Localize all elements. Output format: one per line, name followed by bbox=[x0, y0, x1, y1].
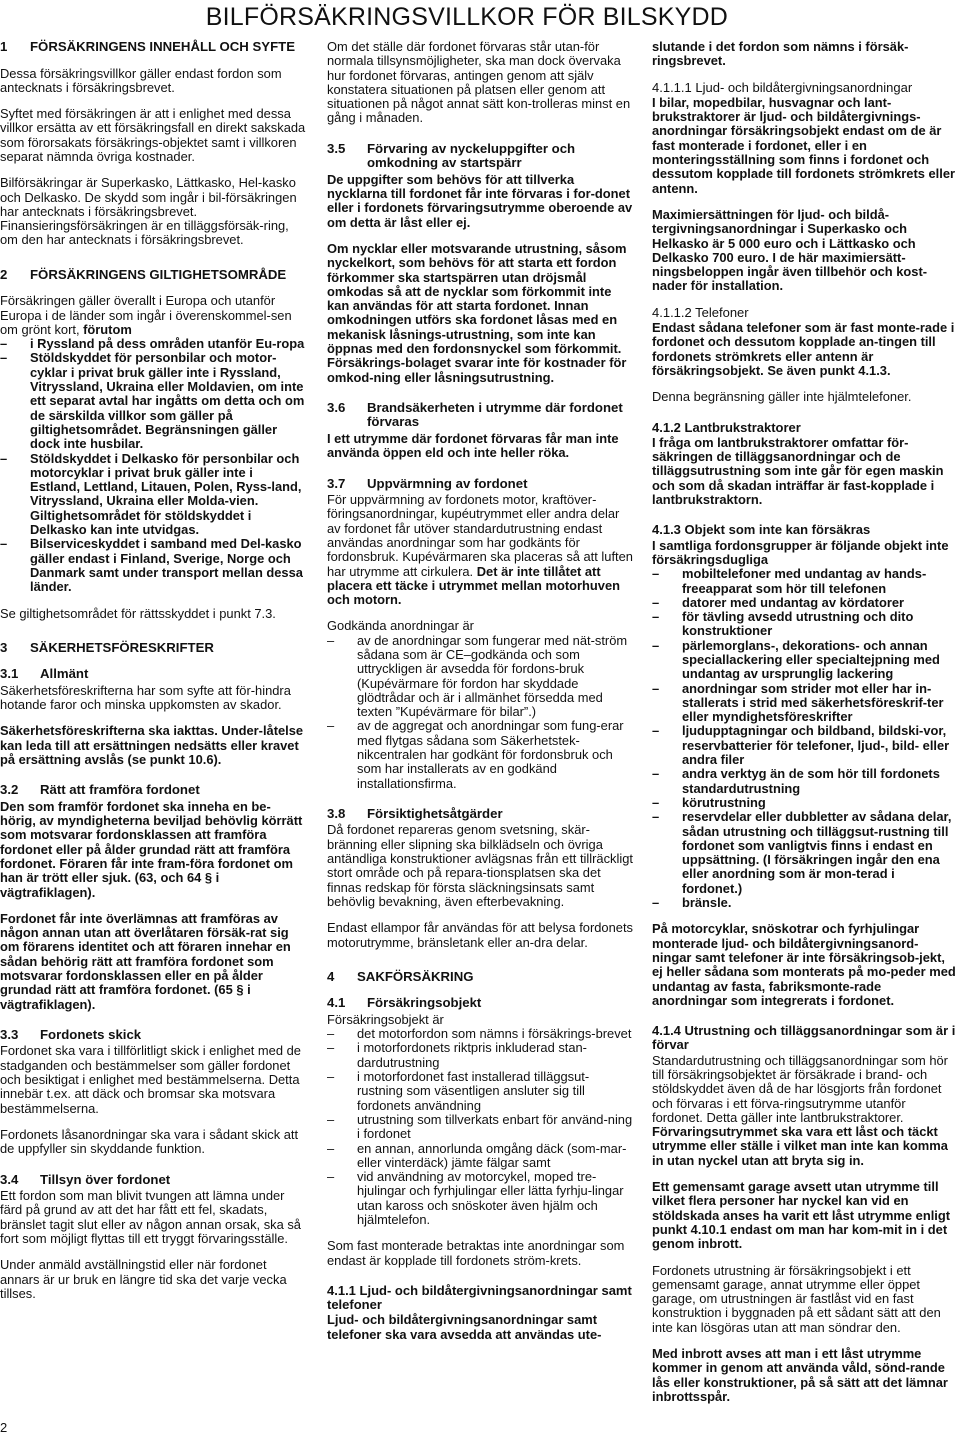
list-item bbox=[327, 1070, 633, 1113]
paragraph: Försäkringsobjekt är bbox=[327, 1011, 444, 1027]
subsection-title: Försäkringsobjekt bbox=[367, 995, 482, 1011]
paragraph: Denna begränsning gäller inte hjälmtelefoner. bbox=[652, 389, 912, 405]
section-number: 3 bbox=[0, 639, 8, 655]
dash-bullet: – bbox=[652, 637, 660, 653]
paragraph-bold: Den som framför fordonet ska inneha en be-hörig, av myndigheterna beviljad behövlig körrätt som motsvarar fordonsklassen att framföra fordonet eller på ålder grundad rätt att framföra fordonet. Föraren får inte fram-föra fordonet om han är trött eller sjuk. (63, och 64 § i vägtrafiklagen). bbox=[0, 798, 303, 900]
list-item-text: vid användning av motorcykel, moped tre-hjulingar och fyrhjulingar eller lätta fyrhju-lingar utan kaross och snöskoter även hjälm och hjälmtelefon. bbox=[357, 1169, 624, 1227]
list-item bbox=[652, 610, 957, 639]
list-item bbox=[327, 1170, 633, 1227]
non-insurable-list bbox=[652, 567, 957, 910]
paragraph: Fordonet ska vara i tillförlitligt skick i enlighet med de stadganden och bestämmelser som gäller fordonet och besiktigat i enlighet med bestämmelserna. Detta innebär t.ex. att däck och bromsar ska motsvara bestämmelserna. bbox=[0, 1043, 301, 1116]
exclusion-list bbox=[0, 337, 306, 594]
dash-bullet: – bbox=[652, 566, 660, 582]
subsection-4-1-heading bbox=[327, 996, 633, 1011]
column-right bbox=[652, 40, 957, 1416]
list-item bbox=[652, 682, 957, 725]
subsection-title: Rätt att framföra fordonet bbox=[40, 782, 200, 798]
subsection-4-1-2-heading: 4.1.2 Lantbrukstraktorer bbox=[652, 419, 801, 435]
dash-bullet: – bbox=[652, 680, 660, 696]
subsection-3-8-heading bbox=[327, 807, 633, 822]
list-item bbox=[327, 1113, 633, 1142]
paragraph-bold: Endast sådana telefoner som är fast monte-rade i fordonet och dessutom kopplade an-tingen till fordonets strömkrets eller antenn är försäkringsobjekt. Se även punkt 4.1.3. bbox=[652, 320, 955, 378]
list-item-text: Stöldskyddet för personbilar och motor-cyklar i privat bruk gäller inte i Ryssland, Vitryssland, Ukraina eller Moldavien, om inte ett separat avtal har ingåtts om detta och om de särskilda villkor som gäller på giltighetsområdet. Begränsningen gäller dock inte husbilar. bbox=[30, 350, 305, 452]
list-item-text: av de anordningar som fungerar med nät-ström sådana som är CE–godkända och som uttryckligen är avsedda för fordons-bruk (Kupévärmare för fordon har skyddade glödtrådar och är i allmänhet försedda med texten ”Kupévärmare för bilar”.) bbox=[357, 632, 628, 720]
subsection-number: 3.8 bbox=[327, 805, 346, 821]
list-item bbox=[327, 719, 633, 790]
text-bold: Det är inte tillåtet att placera ett täcke i utrymmet mellan motorhuven och motorn. bbox=[327, 563, 620, 608]
list-item-text: reservdelar eller dubbletter av sådana delar, sådan utrustning och tilläggsut-rustning till fordonet som vanligtvis finns i endast en uppsättning. (I försäkringen ingår den ena eller anordning som är mon-terad i fordonet.) bbox=[682, 809, 952, 896]
section-number: 1 bbox=[0, 39, 8, 54]
dash-bullet: – bbox=[0, 336, 8, 352]
subsection-3-7-heading bbox=[327, 477, 633, 492]
list-item bbox=[0, 452, 306, 538]
paragraph bbox=[327, 493, 633, 607]
list-item bbox=[652, 810, 957, 896]
list-item bbox=[652, 596, 957, 610]
list-item-text: i Ryssland på dess områden utanför Eu-ropa bbox=[30, 336, 305, 352]
paragraph-bold: I bilar, mopedbilar, husvagnar och lant-brukstraktorer är ljud- och bildåtergivnings-anordningar försäkringsobjekt endast om de är fast monterade i fordonet, eller i en monteringsställning som finns i fordonet och dessutom kopplade till fordonets strömkrets eller antenn. bbox=[652, 94, 955, 196]
paragraph: Fordonets utrustning är försäkringsobjekt i ett gemensamt garage, annat utrymme eller öppet garage, om utrustningen är fastlåst vid en fast konstruktion i byggnaden på ett sådant sätt att den inte kan lösgöras utan att man söndrar den. bbox=[652, 1262, 941, 1335]
paragraph: Dessa försäkringsvillkor gäller endast fordon som antecknats i försäkringsbrevet. bbox=[0, 65, 282, 95]
subsection-4-1-1-2-heading: 4.1.1.2 Telefoner bbox=[652, 304, 749, 320]
list-item bbox=[652, 896, 957, 910]
dash-bullet: – bbox=[652, 895, 660, 911]
paragraph: Endast ellampor får användas för att belysa fordonets motorutrymme, bränsletank eller an-dra delar. bbox=[327, 920, 633, 950]
insured-objects-list bbox=[327, 1027, 633, 1227]
approved-devices-list bbox=[327, 634, 633, 791]
section-number: 2 bbox=[0, 266, 8, 282]
paragraph: Godkända anordningar är bbox=[327, 618, 474, 634]
dash-bullet: – bbox=[327, 1169, 335, 1185]
subsection-3-2-heading bbox=[0, 783, 306, 798]
list-item bbox=[327, 634, 633, 720]
list-item bbox=[327, 1142, 633, 1171]
list-item-text: Stöldskyddet i Delkasko för personbilar och motorcyklar i privat bruk gäller inte i Estland, Lettland, Litauen, Polen, Ryss-land, Vitryssland, Ukraina eller Molda-vien. Giltighetsområdet för stöldskyddet i Delkasko kan inte utvidgas. bbox=[30, 450, 302, 538]
subsection-4-1-1-1-heading: 4.1.1.1 Ljud- och bildåtergivningsanordningar bbox=[652, 79, 913, 95]
dash-bullet: – bbox=[327, 632, 335, 648]
paragraph: Då fordonet repareras genom svetsning, skär-bränning eller slipning ska bilklädseln och övriga antändliga konstruktioner avlägsnas från ett tillräckligt stort område och på repara-tionsplatsen ska det finnas redskap för första släckningsinsats samt behövlig bevakning, även efterbevakning. bbox=[327, 822, 633, 909]
paragraph-bold: Ett gemensamt garage avsett utan utrymme till vilket flera personer har nyckel kan vid en stöldskada anses ha varit ett låst utrymme enligt punkt 4.10.1 endast om man har kom-mit in i det genom inbrott. bbox=[652, 1179, 951, 1252]
paragraph: Under anmäld avställningstid eller när fordonet annars är ur bruk en längre tid ska det varje vecka tillses. bbox=[0, 1257, 287, 1301]
list-item-text: ljudupptagningar och bildband, bildski-vor, reservbatterier för telefoner, ljud-, bild- eller andra filer bbox=[682, 723, 950, 768]
list-item bbox=[327, 1027, 633, 1041]
list-item-text: utrustning som tillverkats enbart för använd-ning i fordonet bbox=[357, 1111, 633, 1142]
paragraph-bold: Maximiersättningen för ljud- och bildå-tergivningsanordningar i Superkasko och Helkasko är 5 000 euro och i Lättkasko och Delkasko 700 euro. I de här maximiersätt-ningsbeloppen ingår även tillbehör och kost-nader för installation. bbox=[652, 206, 928, 294]
text: Standardutrustning och tilläggsanordningar som hör till försäkringsobjektet är försäkrade i brand- och stöldskyddet även då de har lösgjorts från fordonet och förvaras i ett förva-ringsutrymme utanför fordonet. Detta gäller inte lantbrukstraktorer. bbox=[652, 1052, 948, 1125]
subsection-number: 3.4 bbox=[0, 1171, 19, 1187]
subsection-3-3-heading bbox=[0, 1028, 306, 1043]
section-title: SAKFÖRSÄKRING bbox=[357, 968, 474, 984]
subsection-number: 3.7 bbox=[327, 475, 346, 491]
paragraph-bold: Med inbrott avses att man i ett låst utrymme kommer in genom att använda våld, sönd-rande lås eller konstruktioner, på så sätt att det lämnar inbrottsspår. bbox=[652, 1346, 948, 1404]
section-2-heading bbox=[0, 268, 306, 283]
subsection-4-1-1-heading: 4.1.1 Ljud- och bildåtergivningsanordningar samt telefoner bbox=[327, 1282, 632, 1313]
paragraph: Se giltighetsområdet för rättsskyddet i punkt 7.3. bbox=[0, 605, 276, 621]
list-item-text: av de aggregat och anordningar som fung-erar med flytgas sådana som Säkerhetstek-nikcentralen har godkänt för fordonsbruk och som har installerats av en godkänd installationsfirma. bbox=[357, 718, 624, 791]
dash-bullet: – bbox=[327, 1140, 335, 1156]
list-item-text: det motorfordon som nämns i försäkrings-brevet bbox=[357, 1026, 632, 1042]
list-item bbox=[652, 567, 957, 596]
paragraph-bold: De uppgifter som behövs för att tillverka nycklarna till fordonet får inte förvaras i for-donet eller i fordonets förvaringsutrymme oberoende av om detta är låst eller ej. bbox=[327, 171, 633, 230]
dash-bullet: – bbox=[327, 1069, 335, 1085]
document-title: BILFÖRSÄKRINGSVILLKOR FÖR BILSKYDD bbox=[205, 3, 728, 31]
dash-bullet: – bbox=[652, 794, 660, 810]
section-1-heading bbox=[0, 40, 306, 55]
subsection-title: Försiktighetsåtgärder bbox=[367, 805, 503, 821]
paragraph: Om det ställe där fordonet förvaras står utan-för normala tillsynsmöjligheter, ska man dock övervaka hur fordonet förvaras, antingen genom att själv konstatera situationen på platsen eller genom att situationen på något annat sätt kon-trolleras minst en gång i månaden. bbox=[327, 39, 631, 126]
subsection-number: 3.2 bbox=[0, 782, 19, 798]
dash-bullet: – bbox=[652, 766, 660, 782]
subsection-4-1-3-heading: 4.1.3 Objekt som inte kan försäkras bbox=[652, 522, 871, 538]
column-left bbox=[0, 40, 306, 1313]
dash-bullet: – bbox=[652, 594, 660, 610]
list-item-text: mobiltelefoner med undantag av hands-freeapparat som hör till telefonen bbox=[682, 566, 927, 596]
dash-bullet: – bbox=[652, 723, 660, 739]
subsection-title: Tillsyn över fordonet bbox=[40, 1171, 171, 1187]
paragraph: Säkerhetsföreskrifterna har som syfte att för-hindra hotande faror och minska uppkomsten av skador. bbox=[0, 682, 291, 713]
section-title: FÖRSÄKRINGENS GILTIGHETSOMRÅDE bbox=[30, 266, 287, 282]
list-item-text: anordningar som strider mot eller har in-stallerats i strid med säkerhetsföreskrif-ter eller myndighetsföreskrifter bbox=[682, 680, 944, 725]
subsection-3-5-heading bbox=[327, 142, 633, 171]
dash-bullet: – bbox=[652, 609, 660, 625]
subsection-title: Fordonets skick bbox=[40, 1026, 142, 1042]
list-item-text: en annan, annorlunda omgång däck (som-mar- eller vinterdäck) jämte fälgar samt bbox=[357, 1140, 627, 1170]
text-bold: förutom bbox=[83, 321, 132, 337]
subsection-number: 3.6 bbox=[327, 399, 346, 415]
paragraph-bold: Fordonet får inte överlämnas att framföras av någon annan utan att överlåtaren försäk-rat sig om förarens identitet och att föraren innehar en sådan behörig rätt att framföra fordonet som motsvarar fordonsklassen eller en på ålder grundad rätt att framföra fordonet. (65 § i vägtrafiklagen). bbox=[0, 910, 291, 1012]
list-item bbox=[652, 767, 957, 796]
section-3-heading bbox=[0, 641, 306, 656]
subsection-3-1-heading bbox=[0, 667, 306, 682]
section-title: FÖRSÄKRINGENS INNEHÅLL OCH SYFTE bbox=[30, 39, 295, 54]
subsection-number: 4.1 bbox=[327, 995, 346, 1011]
subsection-3-4-heading bbox=[0, 1173, 306, 1188]
paragraph-bold: I fråga om lantbrukstraktorer omfattar för-säkringen de tilläggsanordningar och de tilläggsutrustning som inte går för egen maskin och som då skadan inträffar är fast-kopplade i lantbrukstraktorn. bbox=[652, 434, 944, 508]
dash-bullet: – bbox=[652, 809, 660, 825]
list-item bbox=[0, 337, 306, 351]
text: För uppvärmning av fordonets motor, kraftöver-föringsanordningar, kupéutrymmet eller andra delar av fordonet får utöver standardutrustning endast användas anordningar som har godkänts för fordonsbruk. Kupévärmaren ska placeras så att luften har utrymme att cirkulera. bbox=[327, 492, 633, 579]
paragraph: Som fast monterade betraktas inte anordningar som endast är kopplade till fordonets ström-krets. bbox=[327, 1238, 625, 1268]
list-item-text: pärlemorglans-, dekorations- och annan speciallackering eller specialtejpning med undantag av ursprunglig lackering bbox=[682, 637, 940, 682]
subsection-title: Brandsäkerheten i utrymme där fordonet förvaras bbox=[367, 399, 623, 430]
list-item-text: bränsle. bbox=[682, 895, 732, 911]
dash-bullet: – bbox=[0, 450, 8, 466]
list-item-text: andra verktyg än de som hör till fordonets standardutrustning bbox=[682, 766, 940, 796]
list-item-text: för tävling avsedd utrustning och dito konstruktioner bbox=[682, 609, 914, 639]
paragraph-bold: Om nycklar eller motsvarande utrustning, såsom nyckelkort, som behövs för att starta ett fordon förkommer ska startspärren utan dröjsmål omkodas så att de nycklar som förkommit inte kan användas för att starta fordonet. Innan omkodningen utförs ska fordonet låsas med en mekanisk låsnings-utrustning, som inte kan öppnas med den fordonsnyckel som förkommit. Försäkrings-bolaget svarar inte för kostnader för omkod-ning eller låsningsutrustning. bbox=[327, 240, 627, 385]
subsection-number: 3.5 bbox=[327, 140, 346, 156]
paragraph-bold: Säkerhetsföreskrifterna ska iakttas. Under-låtelse kan leda till att ersättningen nedsätts eller kravet på ersättning avslås (se punkt 10.6). bbox=[0, 723, 304, 767]
list-item bbox=[0, 351, 306, 451]
list-item-text: i motorfordonet fast installerad tilläggsut-rustning som väsentligen ansluter sig till fordonets användning bbox=[357, 1069, 590, 1113]
dash-bullet: – bbox=[327, 1111, 335, 1127]
paragraph-bold: I ett utrymme där fordonet förvaras får man inte använda öppen eld och inte heller röka. bbox=[327, 430, 619, 461]
subsection-number: 3.1 bbox=[0, 666, 19, 682]
paragraph: Syftet med försäkringen är att i enlighet med dessa villkor ersätta av ett försäkringsfall en direkt sakskada som förorsakats försäkrings-objektet samt i villkoren separat nämnda övriga kostnader. bbox=[0, 106, 306, 164]
dash-bullet: – bbox=[327, 1026, 335, 1042]
dash-bullet: – bbox=[0, 536, 8, 552]
paragraph: Bilförsäkringar är Superkasko, Lättkasko, Hel-kasko och Delkasko. De skydd som ingår i bil-försäkringen har antecknats i försäkringsbrevet. Finansieringsförsäkringen är en tilläggsförsäk-ring, om den har antecknats i försäkringsbrevet. bbox=[0, 175, 297, 248]
dash-bullet: – bbox=[0, 350, 8, 366]
section-4-heading bbox=[327, 970, 633, 985]
text-bold: Förvaringsutrymmet ska vara ett låst och täckt utrymme eller ställe i vilket man inte kan komma in utan nyckel utan att bryta sig in. bbox=[652, 1124, 948, 1168]
list-item bbox=[327, 1041, 633, 1070]
paragraph bbox=[652, 1054, 957, 1168]
section-number: 4 bbox=[327, 968, 335, 984]
section-title: SÄKERHETSFÖRESKRIFTER bbox=[30, 639, 214, 655]
list-item bbox=[652, 724, 957, 767]
list-item bbox=[0, 537, 306, 594]
paragraph-bold: På motorcyklar, snöskotrar och fyrhjulingar monterade ljud- och bildåtergivningsanord-ningar samt telefoner är inte försäkringsob-jekt, ej heller sådana som monterats på mo-peder med undantag av fasta, fabriksmonte-rade anordningar som integrerats i fordonet. bbox=[652, 921, 956, 1008]
list-item bbox=[652, 639, 957, 682]
list-item-text: körutrustning bbox=[682, 794, 766, 810]
subsection-3-6-heading bbox=[327, 401, 633, 430]
paragraph: Fordonets låsanordningar ska vara i sådant skick att de uppfyller sin skyddande funktion. bbox=[0, 1126, 299, 1157]
text: Försäkringen gäller överallt i Europa och utanför Europa i de länder som ingår i överenskommel-sen om grönt kort, bbox=[0, 293, 292, 337]
subsection-4-1-4-heading: 4.1.4 Utrustning och tilläggsanordningar som är i förvar bbox=[652, 1023, 956, 1053]
paragraph-bold: slutande i det fordon som nämns i försäk-ringsbrevet. bbox=[652, 39, 909, 69]
subsection-title: Förvaring av nyckeluppgifter och omkodning av startspärr bbox=[367, 140, 576, 171]
paragraph bbox=[0, 294, 306, 337]
paragraph-bold: I samtliga fordonsgrupper är följande objekt inte försäkringsdugliga bbox=[652, 537, 949, 567]
subsection-number: 3.3 bbox=[0, 1026, 19, 1042]
subsection-title: Allmänt bbox=[40, 666, 89, 682]
list-item-text: datorer med undantag av kördatorer bbox=[682, 594, 905, 610]
list-item-text: i motorfordonets riktpris inkluderad stan-dardutrustning bbox=[357, 1040, 587, 1070]
list-item-text: Bilserviceskyddet i samband med Del-kasko gäller endast i Finland, Sverige, Norge och Danmark samt under transport mellan dessa länder. bbox=[30, 536, 303, 595]
page-number: 2 bbox=[0, 1420, 8, 1435]
column-middle bbox=[327, 40, 633, 1354]
dash-bullet: – bbox=[327, 1040, 335, 1056]
list-item bbox=[652, 796, 957, 810]
paragraph: Ett fordon som man blivit tvungen att lämna under färd på grund av att det har fått ett fel, skadats, bränslet tagit slut eller av någon annan orsak, ska så fort som möjligt flyttas till ett tryggt förvaringsställe. bbox=[0, 1188, 301, 1246]
subsection-title: Uppvärmning av fordonet bbox=[367, 475, 528, 491]
dash-bullet: – bbox=[327, 718, 335, 734]
paragraph-bold: Ljud- och bildåtergivningsanordningar samt telefoner ska vara avsedda att användas ute- bbox=[327, 1312, 602, 1342]
